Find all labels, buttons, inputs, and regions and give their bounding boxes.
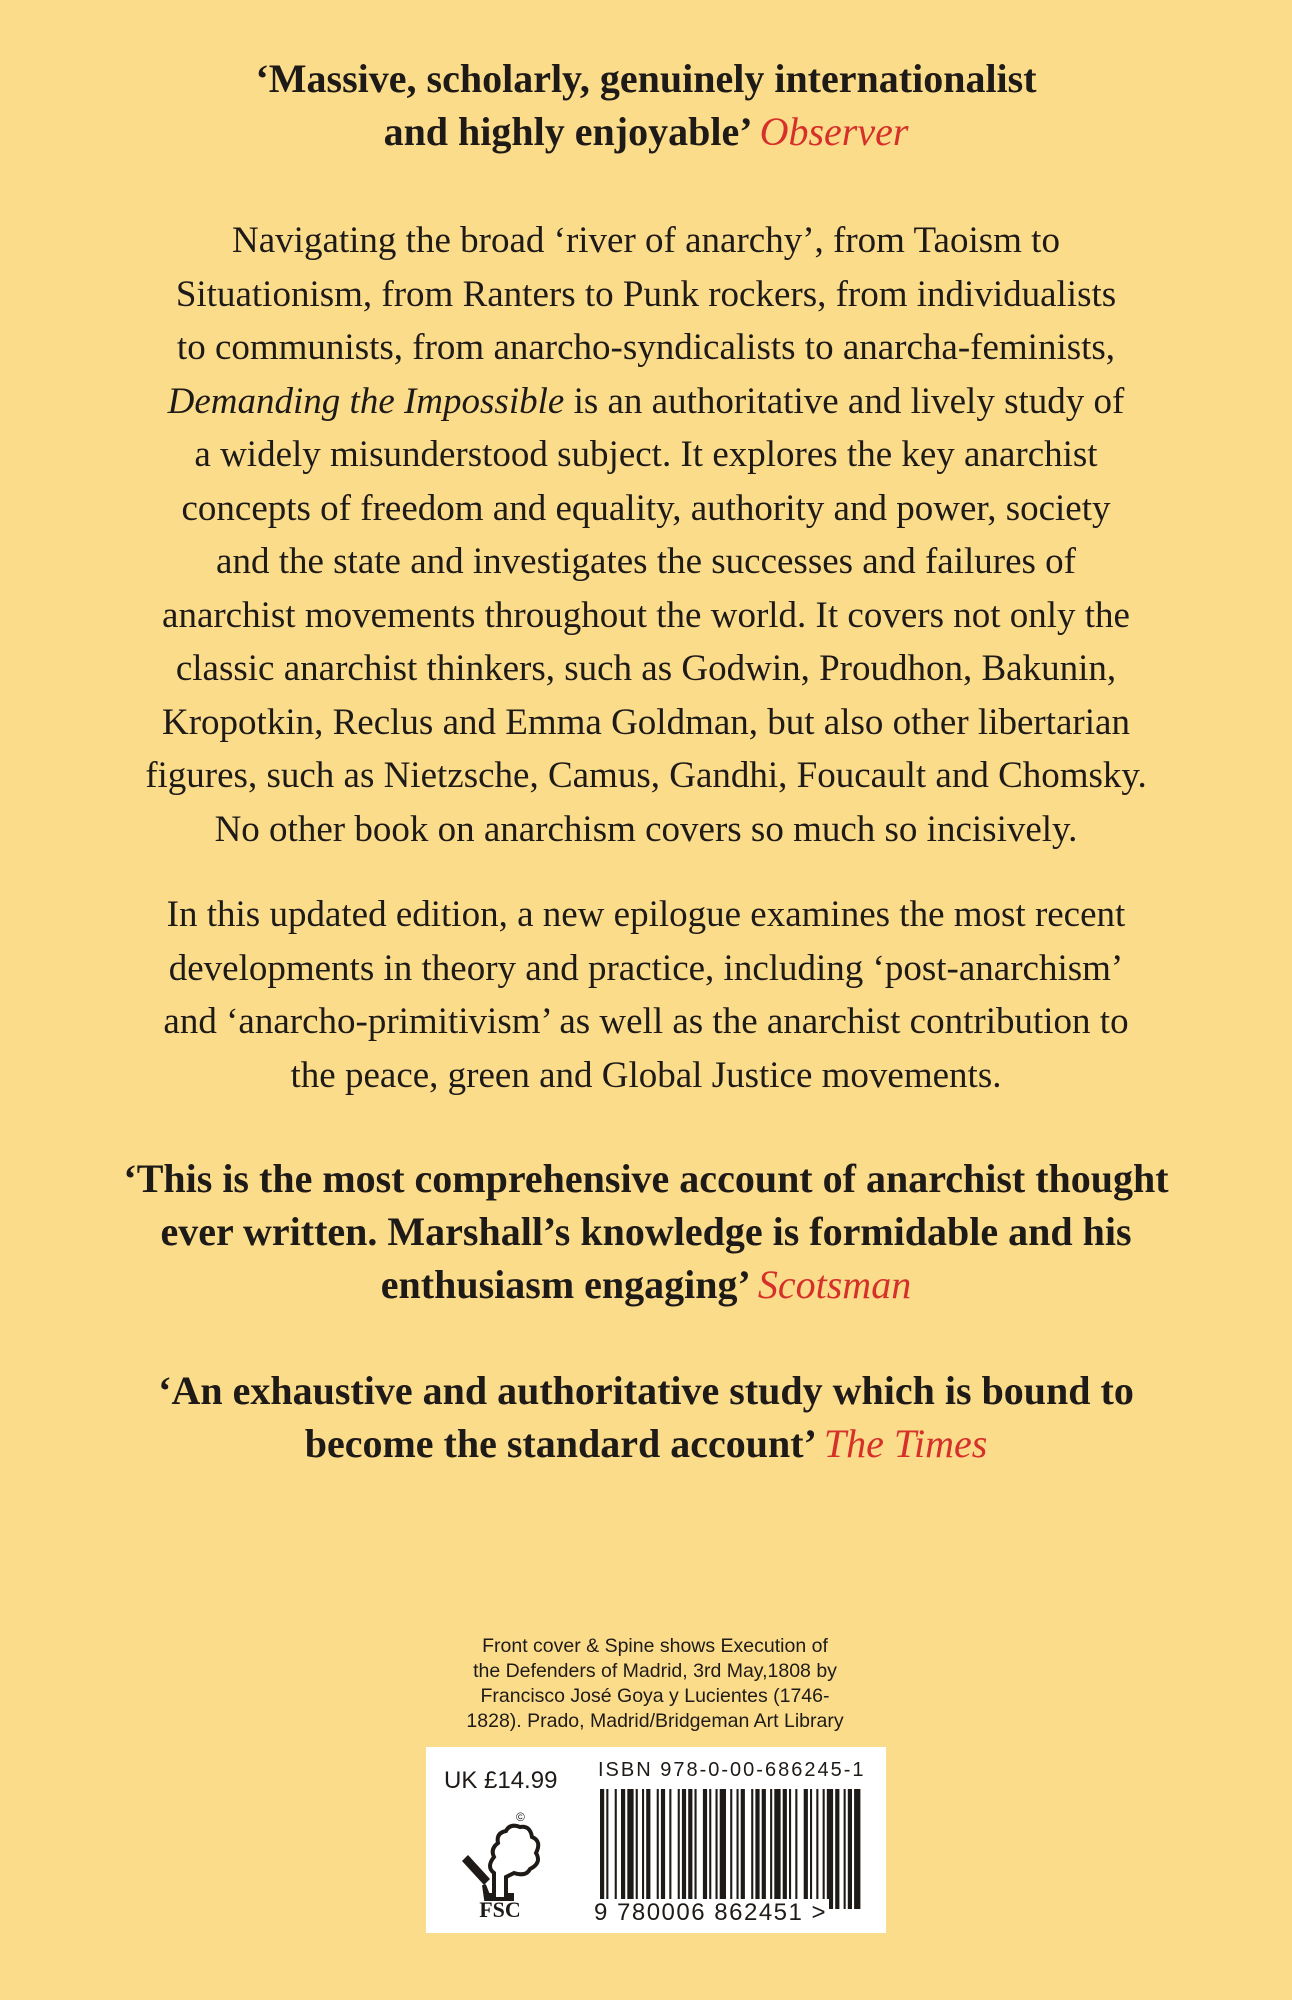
barcode-bar <box>646 1789 650 1909</box>
barcode-bar <box>669 1789 671 1909</box>
barcode-bar <box>716 1789 718 1909</box>
barcode-bar <box>751 1789 753 1909</box>
blurb-paragraph <box>0 214 1292 856</box>
book-title: Demanding the Impossible <box>167 380 565 422</box>
barcode-bar <box>709 1789 711 1909</box>
blurb-line: figures, such as Nietzsche, Camus, Gandhi, Foucault and Chomsky. <box>145 755 1147 796</box>
barcode-bar <box>816 1789 818 1909</box>
blurb-line: and the state and investigates the successes and failures of <box>216 541 1076 582</box>
barcode-bar <box>770 1789 772 1909</box>
barcode-bar <box>730 1789 732 1909</box>
fsc-logo-icon <box>454 1809 546 1921</box>
quote-source: Scotsman <box>757 1262 912 1307</box>
quote-line <box>0 105 1292 158</box>
cover-credit <box>420 1634 890 1734</box>
blurb-line: anarchist movements throughout the world. It covers not only the <box>162 594 1130 636</box>
barcode-bar <box>737 1789 739 1909</box>
barcode-bar <box>621 1789 625 1909</box>
barcode-bar <box>795 1789 797 1909</box>
barcode-bar <box>627 1789 633 1909</box>
quote-source: Observer <box>759 109 909 154</box>
barcode-bar <box>827 1789 833 1909</box>
credit-line: Francisco José Goya y Lucientes (1746- <box>480 1685 830 1707</box>
barcode-digits: 9 780006 862451 > <box>594 1899 828 1926</box>
barcode-bar <box>606 1789 608 1909</box>
barcode-bar <box>810 1789 812 1909</box>
credit-line: 1828). Prado, Madrid/Bridgeman Art Library <box>466 1710 844 1732</box>
quote-observer <box>0 52 1292 158</box>
fsc-label: FSC <box>479 1897 521 1921</box>
barcode-bar <box>688 1789 692 1909</box>
barcode-bar <box>657 1789 659 1909</box>
fsc-check-mark <box>462 1855 490 1885</box>
blurb-line: Kropotkin, Reclus and Emma Goldman, but also other libertarian <box>162 701 1130 743</box>
barcode-bar <box>848 1789 852 1909</box>
blurb-line: classic anarchist thinkers, such as Godwin, Proudhon, Bakunin, <box>175 648 1117 689</box>
barcode-bar <box>755 1789 759 1909</box>
barcode-bar <box>823 1789 825 1909</box>
fsc-tree-outline <box>484 1826 538 1899</box>
barcode-icon <box>596 1789 866 1909</box>
quote-line: ever written. Marshall’s knowledge is formidable and his <box>160 1209 1132 1254</box>
barcode-bar <box>695 1789 697 1909</box>
credit-line: the Defenders of Madrid, 3rd May,1808 by <box>473 1660 837 1682</box>
update-line: In this updated edition, a new epilogue examines the most recent <box>166 894 1126 935</box>
quote-line: ‘Massive, scholarly, genuinely internationalist <box>255 56 1037 101</box>
barcode-bar <box>762 1789 766 1909</box>
barcode-bar <box>600 1789 604 1909</box>
fsc-registered-mark: © <box>516 1810 525 1824</box>
barcode-bar <box>854 1789 860 1909</box>
barcode-bar <box>615 1789 617 1909</box>
barcode-bar <box>783 1789 787 1909</box>
barcode-bar <box>636 1789 638 1909</box>
barcode-bar <box>774 1789 780 1909</box>
barcode-bar <box>789 1789 791 1909</box>
barcode-bar <box>741 1789 745 1909</box>
quote-source: The Times <box>823 1421 988 1466</box>
quote-text: and highly enjoyable’ <box>383 109 750 154</box>
update-line: developments in theory and practice, including ‘post-anarchism’ <box>168 947 1124 989</box>
blurb-line: Situationism, from Ranters to Punk rockers, from individualists <box>175 273 1117 315</box>
barcode-box <box>426 1747 886 1933</box>
blurb-line <box>0 375 1292 429</box>
quote-the-times <box>0 1364 1292 1470</box>
barcode-bar <box>720 1789 726 1909</box>
blurb-line: a widely misunderstood subject. It explores the key anarchist <box>194 434 1098 475</box>
barcode-bar <box>682 1789 686 1909</box>
price: UK £14.99 <box>444 1767 558 1794</box>
update-line: the peace, green and Global Justice movements. <box>290 1054 1002 1096</box>
quote-text: become the standard account’ <box>304 1421 814 1466</box>
blurb-line: Navigating the broad ‘river of anarchy’, from Taoism to <box>232 220 1060 261</box>
barcode-bar <box>703 1789 707 1909</box>
quote-line <box>0 1258 1292 1311</box>
quote-text: enthusiasm engaging’ <box>380 1262 748 1307</box>
barcode-bar <box>835 1789 839 1909</box>
barcode-bar <box>804 1789 808 1909</box>
blurb-line: No other book on anarchism covers so much so incisively. <box>214 808 1078 850</box>
update-line: and ‘anarcho-primitivism’ as well as the anarchist contribution to <box>163 1001 1129 1042</box>
credit-line: Front cover & Spine shows Execution of <box>482 1635 828 1657</box>
barcode-bar <box>661 1789 665 1909</box>
barcode-bar <box>678 1789 680 1909</box>
quote-line <box>0 1417 1292 1470</box>
quote-line: ‘This is the most comprehensive account of anarchist thought <box>123 1156 1169 1201</box>
barcode-bar <box>642 1789 644 1909</box>
isbn: ISBN 978-0-00-686245-1 <box>598 1759 866 1781</box>
blurb-text: is an authoritative and lively study of <box>564 380 1125 422</box>
blurb-line: to communists, from anarcho-syndicalists to anarcha-feminists, <box>176 327 1116 368</box>
barcode-bar <box>844 1789 846 1909</box>
quote-line: ‘An exhaustive and authoritative study which is bound to <box>158 1368 1134 1413</box>
update-paragraph <box>0 888 1292 1102</box>
quote-scotsman <box>0 1152 1292 1311</box>
blurb-line: concepts of freedom and equality, authority and power, society <box>181 487 1111 529</box>
